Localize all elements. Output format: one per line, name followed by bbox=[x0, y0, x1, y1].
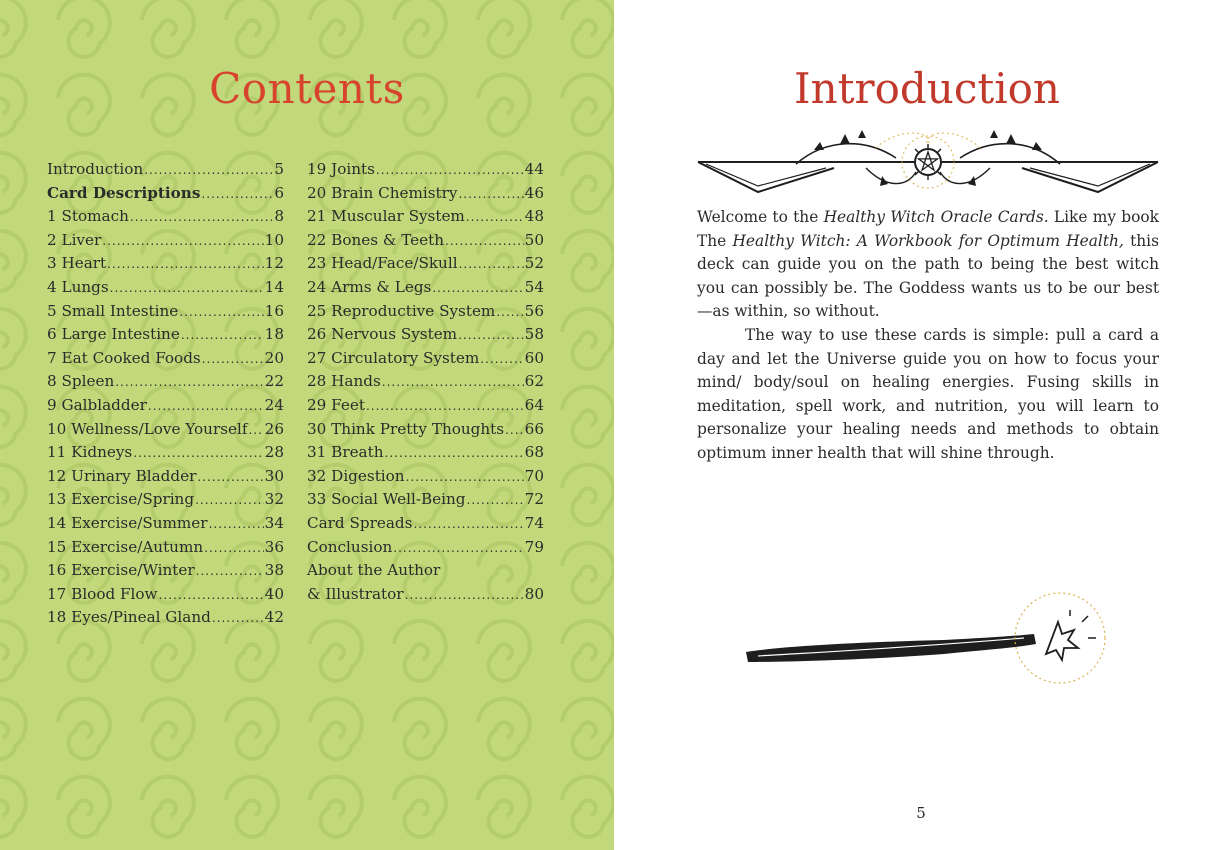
toc-entry-page: 18 bbox=[264, 325, 284, 344]
toc-entry-label: 16 Exercise/Winter bbox=[47, 561, 195, 580]
toc-entry-label: 2 Liver bbox=[47, 230, 102, 249]
toc-entry-label: 9 Galbladder bbox=[47, 395, 147, 414]
toc-entry bbox=[307, 443, 544, 467]
toc-entry-page: 50 bbox=[524, 230, 544, 249]
toc-entry-label: 6 Large Intestine bbox=[47, 325, 180, 344]
introduction-body bbox=[697, 206, 1159, 466]
toc-entry-label: Conclusion bbox=[307, 537, 393, 556]
toc-entry-page: 79 bbox=[524, 537, 544, 556]
toc-entry-label: 24 Arms & Legs bbox=[307, 277, 432, 296]
toc-entry bbox=[47, 254, 284, 278]
toc-leader-dots bbox=[196, 564, 264, 578]
toc-leader-dots bbox=[130, 210, 273, 224]
toc-entry-label: 28 Hands bbox=[307, 372, 381, 391]
swirl-ornament bbox=[58, 777, 110, 837]
toc-entry-page: 26 bbox=[264, 419, 284, 438]
toc-entry-page: 30 bbox=[264, 466, 284, 485]
toc-leader-dots bbox=[195, 493, 264, 507]
toc-leader-dots bbox=[133, 446, 263, 460]
toc-leader-dots bbox=[432, 281, 523, 295]
swirl-ornament bbox=[0, 543, 26, 603]
toc-entry-label: 14 Exercise/Summer bbox=[47, 513, 208, 532]
toc-entry-page: 74 bbox=[524, 513, 544, 532]
toc-entry-page: 40 bbox=[264, 584, 284, 603]
toc-entry bbox=[47, 443, 284, 467]
toc-entry-page: 8 bbox=[274, 207, 284, 226]
swirl-ornament bbox=[394, 699, 446, 759]
toc-entry bbox=[307, 184, 544, 208]
toc-entry-page: 28 bbox=[264, 443, 284, 462]
toc-entry-page: 14 bbox=[264, 277, 284, 296]
toc-entry-page: 38 bbox=[264, 561, 284, 580]
swirl-ornament bbox=[0, 153, 26, 213]
swirl-ornament bbox=[0, 777, 26, 837]
p1-text-1: Welcome to the bbox=[697, 208, 824, 226]
toc-entry-page: 12 bbox=[264, 254, 284, 273]
toc-leader-dots bbox=[107, 257, 264, 271]
toc-entry-label: 21 Muscular System bbox=[307, 207, 465, 226]
toc-entry-page: 22 bbox=[264, 372, 284, 391]
introduction-title: Introduction bbox=[794, 64, 1060, 113]
toc-entry bbox=[307, 349, 544, 373]
toc-leader-dots bbox=[110, 281, 264, 295]
toc-entry bbox=[47, 349, 284, 373]
paragraph-1 bbox=[697, 206, 1159, 324]
toc-entry-label: 17 Blood Flow bbox=[47, 584, 158, 603]
toc-entry bbox=[47, 278, 284, 302]
toc-entry-page: 16 bbox=[264, 301, 284, 320]
toc-leader-dots bbox=[382, 375, 524, 389]
toc-leader-dots bbox=[496, 305, 523, 319]
toc-leader-dots bbox=[458, 187, 523, 201]
swirl-ornament bbox=[0, 465, 26, 525]
toc-leader-dots bbox=[445, 234, 524, 248]
toc-entry-label: 27 Circulatory System bbox=[307, 348, 480, 367]
toc-entry-label: 30 Think Pretty Thoughts bbox=[307, 419, 505, 438]
toc-leader-dots bbox=[458, 328, 524, 342]
toc-leader-dots bbox=[159, 588, 264, 602]
toc-entry-label: 18 Eyes/Pineal Gland bbox=[47, 608, 211, 627]
swirl-ornament bbox=[562, 0, 614, 57]
toc-entry bbox=[307, 278, 544, 302]
toc-entry-label: 20 Brain Chemistry bbox=[307, 183, 458, 202]
toc-entry-label: 5 Small Intestine bbox=[47, 301, 179, 320]
p1-text-3: this deck can guide you on the path to being the best witch you can possibly be. The Goddess wants us to be our best—as within, so without. bbox=[697, 231, 1159, 321]
toc-entry bbox=[47, 538, 284, 562]
toc-entry-page: 46 bbox=[524, 183, 544, 202]
toc-entry-label: 22 Bones & Teeth bbox=[307, 230, 445, 249]
toc-entry-label: Card Descriptions bbox=[47, 183, 201, 202]
toc-entry bbox=[307, 561, 544, 585]
toc-leader-dots bbox=[248, 423, 263, 437]
swirl-ornament bbox=[394, 777, 446, 837]
swirl-ornament bbox=[562, 309, 614, 369]
introduction-page bbox=[614, 0, 1228, 850]
swirl-ornament bbox=[226, 699, 278, 759]
toc-entry-label: 19 Joints bbox=[307, 160, 375, 178]
toc-leader-dots bbox=[115, 375, 263, 389]
swirl-ornament bbox=[478, 777, 530, 837]
toc-entry-label: Introduction bbox=[47, 160, 144, 178]
swirl-ornament bbox=[562, 777, 614, 837]
toc-entry-label: 13 Exercise/Spring bbox=[47, 490, 195, 509]
p1-italic-title-1: Healthy Witch Oracle Cards. bbox=[823, 208, 1049, 226]
toc-entry-page: 64 bbox=[524, 395, 544, 414]
toc-entry-label: Card Spreads bbox=[307, 513, 413, 532]
toc-entry bbox=[47, 561, 284, 585]
toc-column-1 bbox=[47, 160, 284, 632]
toc-entry-page: 80 bbox=[524, 584, 544, 603]
toc-entry-page: 32 bbox=[264, 490, 284, 509]
swirl-ornament bbox=[226, 777, 278, 837]
toc-entry-page: 36 bbox=[264, 537, 284, 556]
contents-title: Contents bbox=[209, 64, 405, 113]
swirl-ornament bbox=[310, 0, 362, 57]
toc-leader-dots bbox=[405, 588, 524, 602]
toc-entry bbox=[47, 420, 284, 444]
toc-leader-dots bbox=[366, 399, 524, 413]
toc-leader-dots bbox=[466, 210, 524, 224]
swirl-ornament bbox=[0, 0, 26, 57]
toc-leader-dots bbox=[413, 517, 523, 531]
swirl-ornament bbox=[478, 621, 530, 681]
toc-entry-label: 15 Exercise/Autumn bbox=[47, 537, 204, 556]
toc-entry bbox=[307, 396, 544, 420]
toc-entry-label: 32 Digestion bbox=[307, 466, 405, 485]
p1-italic-title-2: Healthy Witch: A Workbook for Optimum Health, bbox=[732, 231, 1124, 250]
toc-leader-dots bbox=[144, 163, 273, 177]
toc-entry bbox=[47, 396, 284, 420]
toc-entry bbox=[307, 490, 544, 514]
toc-entry-label: 29 Feet bbox=[307, 395, 365, 414]
toc-entry bbox=[47, 325, 284, 349]
swirl-ornament bbox=[0, 231, 26, 291]
toc-entry-page: 5 bbox=[274, 160, 284, 178]
swirl-ornament bbox=[478, 0, 530, 57]
swirl-ornament bbox=[142, 777, 194, 837]
toc-entry-page: 44 bbox=[524, 160, 544, 178]
toc-entry-label: 4 Lungs bbox=[47, 277, 109, 296]
toc-leader-dots bbox=[385, 446, 524, 460]
swirl-ornament bbox=[0, 621, 26, 681]
swirl-ornament bbox=[562, 387, 614, 447]
toc-entry-page: 70 bbox=[524, 466, 544, 485]
toc-entry-page: 72 bbox=[524, 490, 544, 509]
toc-entry-page: 58 bbox=[524, 325, 544, 344]
toc-entry bbox=[307, 207, 544, 231]
toc-entry bbox=[307, 231, 544, 255]
toc-entry-label: About the Author bbox=[307, 561, 441, 580]
toc-leader-dots bbox=[197, 470, 263, 484]
swirl-ornament bbox=[142, 0, 194, 57]
toc-entry bbox=[47, 231, 284, 255]
toc-entry bbox=[307, 585, 544, 609]
toc-entry bbox=[47, 160, 284, 184]
toc-entry-label: 26 Nervous System bbox=[307, 325, 458, 344]
page-number: 5 bbox=[916, 804, 926, 822]
swirl-ornament bbox=[394, 621, 446, 681]
toc-entry bbox=[47, 608, 284, 632]
swirl-ornament bbox=[0, 699, 26, 759]
swirl-ornament bbox=[562, 153, 614, 213]
toc-leader-dots bbox=[148, 399, 264, 413]
swirl-ornament bbox=[58, 0, 110, 57]
toc-entry-label: 12 Urinary Bladder bbox=[47, 466, 197, 485]
toc-entry-label: 11 Kidneys bbox=[47, 443, 133, 462]
toc-leader-dots bbox=[181, 328, 264, 342]
swirl-ornament bbox=[0, 387, 26, 447]
swirl-ornament bbox=[58, 699, 110, 759]
toc-entry-label: 31 Breath bbox=[307, 443, 384, 462]
toc-entry bbox=[47, 302, 284, 326]
swirl-ornament bbox=[142, 699, 194, 759]
toc-leader-dots bbox=[406, 470, 524, 484]
swirl-ornament bbox=[0, 309, 26, 369]
swirl-ornament bbox=[394, 0, 446, 57]
vine-pentacle-ornament bbox=[696, 128, 1160, 198]
toc-entry-page: 20 bbox=[264, 348, 284, 367]
toc-entry bbox=[47, 372, 284, 396]
toc-column-2 bbox=[307, 160, 544, 608]
toc-entry bbox=[307, 467, 544, 491]
toc-entry-page: 10 bbox=[264, 230, 284, 249]
toc-leader-dots bbox=[505, 423, 524, 437]
toc-entry-label: 33 Social Well-Being bbox=[307, 490, 466, 509]
swirl-ornament bbox=[310, 699, 362, 759]
toc-entry bbox=[47, 514, 284, 538]
toc-entry bbox=[307, 302, 544, 326]
toc-entry bbox=[47, 490, 284, 514]
toc-entry-label: 10 Wellness/Love Yourself bbox=[47, 419, 248, 438]
toc-entry-page: 56 bbox=[524, 301, 544, 320]
toc-entry bbox=[307, 160, 544, 184]
toc-leader-dots bbox=[376, 163, 524, 177]
swirl-ornament bbox=[562, 543, 614, 603]
swirl-ornament bbox=[226, 0, 278, 57]
toc-entry bbox=[47, 207, 284, 231]
toc-leader-dots bbox=[393, 541, 523, 555]
toc-entry-label: 1 Stomach bbox=[47, 207, 129, 226]
p1-text-2: Like my book The bbox=[697, 208, 1159, 250]
swirl-ornament bbox=[478, 699, 530, 759]
toc-entry-label: 8 Spleen bbox=[47, 372, 115, 391]
toc-entry-page: 24 bbox=[264, 395, 284, 414]
toc-entry-page: 54 bbox=[524, 277, 544, 296]
toc-entry-label: 7 Eat Cooked Foods bbox=[47, 348, 201, 367]
toc-entry-label: & Illustrator bbox=[307, 584, 404, 603]
toc-entry-page: 60 bbox=[524, 348, 544, 367]
paragraph-2: The way to use these cards is simple: pull a card a day and let the Universe guide you on how to focus your mind/ body/soul on healing energies. Fusing skills in meditation, spell work, and nutrition, you will learn to personalize your healing needs and methods to obtain optimum inner health that will shine through. bbox=[697, 325, 1159, 462]
swirl-ornament bbox=[562, 231, 614, 291]
magic-wand-illustration bbox=[744, 592, 1114, 688]
toc-entry bbox=[47, 184, 284, 208]
toc-entry-page: 68 bbox=[524, 443, 544, 462]
toc-entry-page: 6 bbox=[274, 183, 284, 202]
toc-leader-dots bbox=[467, 493, 524, 507]
toc-entry-label: 23 Head/Face/Skull bbox=[307, 254, 458, 273]
toc-leader-dots bbox=[209, 517, 264, 531]
toc-entry bbox=[307, 514, 544, 538]
toc-leader-dots bbox=[204, 541, 264, 555]
toc-entry bbox=[307, 325, 544, 349]
swirl-ornament bbox=[562, 699, 614, 759]
toc-entry-label: 3 Heart bbox=[47, 254, 107, 273]
swirl-ornament bbox=[310, 621, 362, 681]
toc-entry-page: 52 bbox=[524, 254, 544, 273]
toc-entry bbox=[307, 538, 544, 562]
toc-entry-label: 25 Reproductive System bbox=[307, 301, 496, 320]
toc-entry bbox=[47, 467, 284, 491]
toc-leader-dots bbox=[480, 352, 523, 366]
toc-entry bbox=[47, 585, 284, 609]
swirl-ornament bbox=[562, 621, 614, 681]
toc-entry-page: 62 bbox=[524, 372, 544, 391]
toc-leader-dots bbox=[202, 352, 264, 366]
toc-entry-page: 48 bbox=[524, 207, 544, 226]
toc-leader-dots bbox=[201, 187, 273, 201]
toc-entry bbox=[307, 372, 544, 396]
swirl-ornament bbox=[310, 777, 362, 837]
toc-entry bbox=[307, 420, 544, 444]
toc-leader-dots bbox=[179, 305, 263, 319]
toc-entry bbox=[307, 254, 544, 278]
toc-entry-page: 42 bbox=[264, 608, 284, 627]
swirl-ornament bbox=[562, 465, 614, 525]
toc-leader-dots bbox=[212, 611, 264, 625]
toc-leader-dots bbox=[102, 234, 263, 248]
toc-entry-page: 66 bbox=[524, 419, 544, 438]
toc-leader-dots bbox=[459, 257, 524, 271]
toc-entry-page: 34 bbox=[264, 513, 284, 532]
